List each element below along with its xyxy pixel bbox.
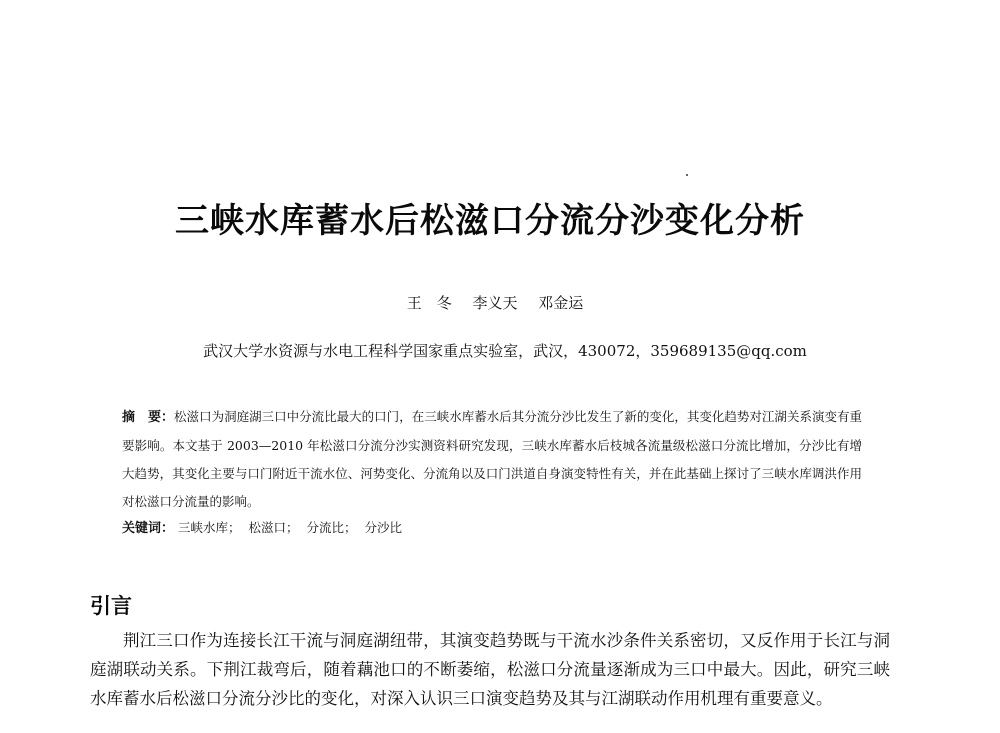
abstract-label: 摘 要： [122, 410, 175, 425]
keyword: 分流比； [306, 520, 357, 535]
scan-speck [686, 174, 688, 176]
author-affiliation: 武汉大学水资源与水电工程科学国家重点实验室，武汉，430072，359689135@qq.com [203, 342, 807, 360]
section-heading-introduction: 引言 [90, 594, 132, 618]
introduction-paragraph: 荆江三口作为连接长江干流与洞庭湖纽带，其演变趋势既与干流水沙条件关系密切，又反作用于长江与洞庭湖联动关系。下荆江裁弯后，随着藕池口的不断萎缩，松滋口分流量逐渐成为三口中最大。因此，研究三峡水库蓄水后松滋口分流分沙比的变化，对深入认识三口演变趋势及其与江湖联动作用机理有重要意义。 [90, 631, 890, 708]
author-name: 王 冬 [406, 294, 452, 312]
abstract-text: 松滋口为洞庭湖三口中分流比最大的口门，在三峡水库蓄水后其分流分沙比发生了新的变化，其变化趋势对江湖关系演变有重要影响。本文基于 2003—2010 年松滋口分流分沙实测资料研究发现，三峡水库蓄水后枝城各流量级松滋口分流比增加，分沙比有增大趋势，其变化主要与口门附近干流水位、河势变化、分流角以及口门洪道自身演变特性有关，并在此基础上探讨了三峡水库调洪作用对松滋口分流量的影响。 [122, 409, 862, 509]
keywords-label: 关键词： [122, 521, 175, 536]
author-name: 邓金运 [538, 294, 584, 312]
author-name: 李义天 [472, 294, 518, 312]
keywords [122, 517, 862, 536]
keyword: 三峡水库； [178, 520, 241, 535]
abstract [122, 403, 862, 516]
keyword: 分沙比 [364, 520, 403, 535]
keyword: 松滋口； [248, 520, 299, 535]
paper-title: 三峡水库蓄水后松滋口分流分沙变化分析 [175, 201, 805, 241]
author-list [0, 292, 990, 313]
